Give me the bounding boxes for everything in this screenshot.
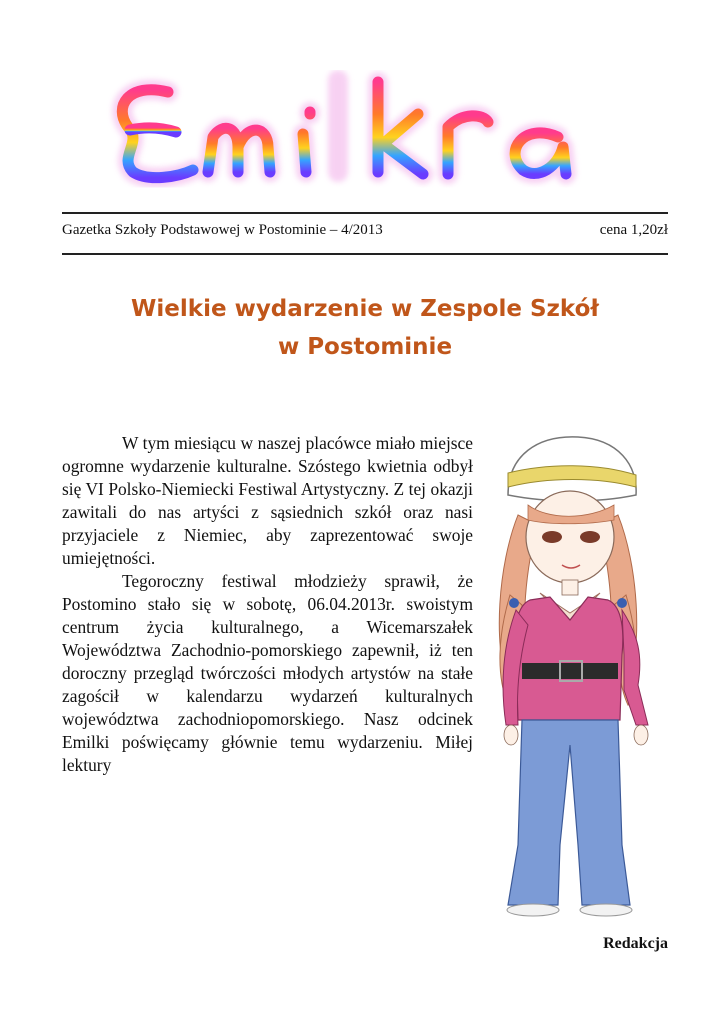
article-paragraph-2: Tegoroczny festiwal młodzieży sprawił, że Postomino stało się w sobotę, 06.04.2013r. swoistym centrum życia kulturalnego, a Wicemarszałek Województwa Zachodnio-pomorskiego zapewnił, iż ten doroczny przegląd twórczości młodych artystów na stałe zagościł w kalendarzu wydarzeń kulturalnych województwa zachodniopomorskiego. Nasz odcinek Emilki poświęcamy głównie temu wydarzeniu. Miłej lektury (62, 571, 473, 775)
girl-illustration (478, 425, 658, 920)
masthead-price: cena 1,20zł (599, 222, 668, 238)
page-title (62, 290, 668, 366)
article-body (62, 432, 473, 777)
page-title-line-1: Wielkie wydarzenie w Zespole Szkół (131, 296, 599, 322)
signature: Redakcja (603, 935, 668, 952)
page-title-line-2: w Postominie (277, 334, 453, 360)
masthead-bottom-rule (62, 253, 668, 255)
masthead-issue: Gazetka Szkoły Podstawowej w Postominie – 4/2013 (62, 222, 383, 238)
article-paragraph-1: W tym miesiącu w naszej placówce miało miejsce ogromne wydarzenie kulturalne. Szóstego kwietnia odbył się VI Polsko-Niemiecki Festiwal Artystyczny. Z tej okazji zawitali do nas artyści z sąsiednich szkół oraz nasi przyjaciele z Niemiec, aby zaprezentować swoje umiejętności. (62, 433, 473, 568)
emilka-logo (88, 52, 648, 192)
masthead-top-rule (62, 212, 668, 214)
